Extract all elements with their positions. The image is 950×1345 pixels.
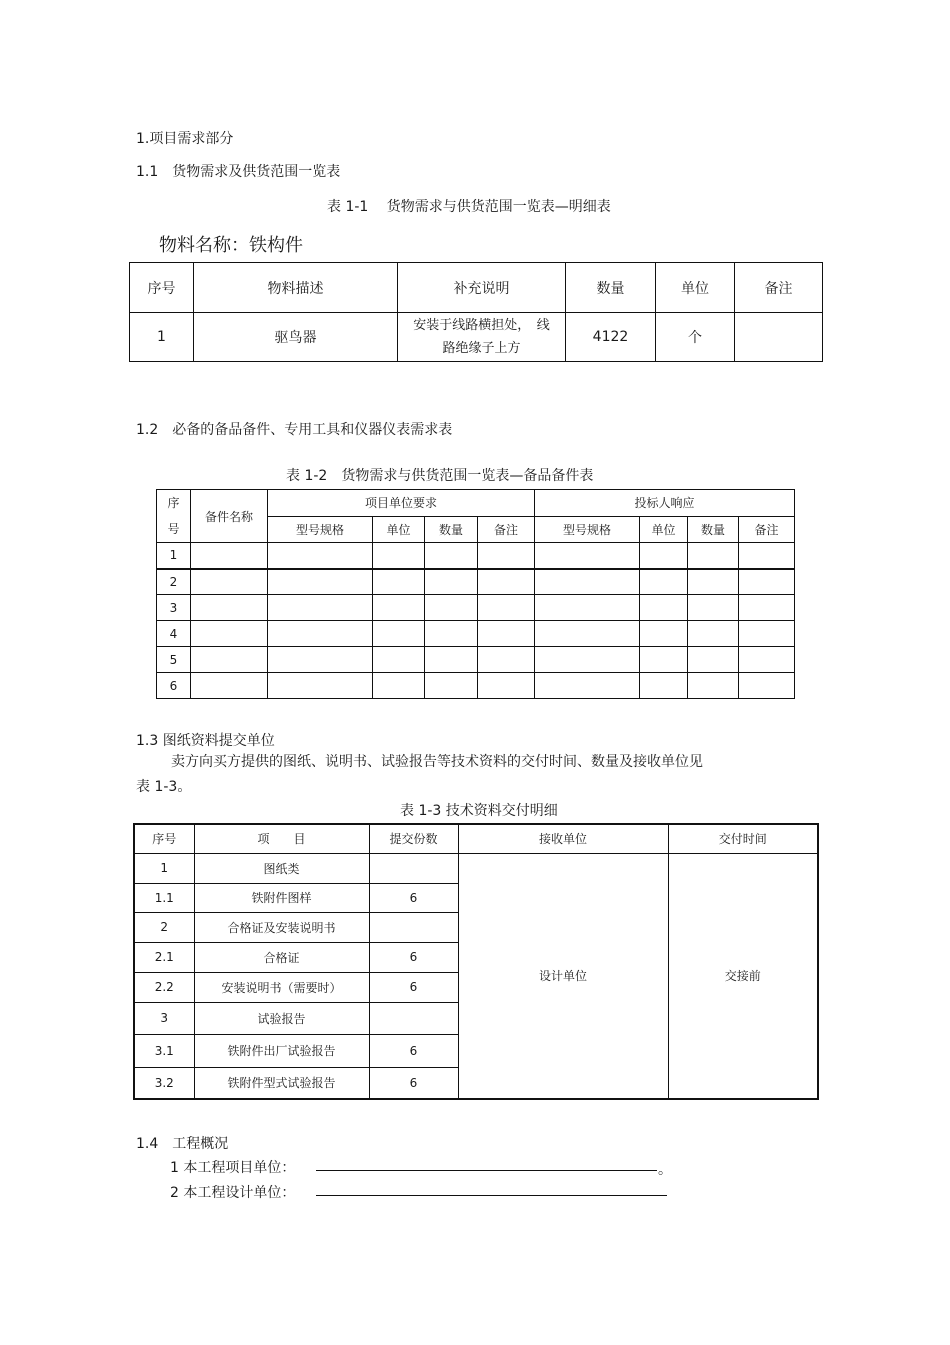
section-1-3-paragraph-line2: 表 1-3。 (136, 779, 192, 795)
header-model: 型号规格 (268, 516, 373, 543)
cell-item: 合格证及安装说明书 (194, 912, 369, 942)
cell-no: 1 (130, 313, 194, 362)
header-description: 物料描述 (194, 263, 398, 313)
cell-remark (735, 313, 823, 362)
header-remark: 备注 (739, 516, 795, 543)
header-no: 序号 (134, 824, 194, 853)
cell-no: 5 (157, 647, 191, 673)
cell-no: 3 (157, 595, 191, 621)
cell-copies: 6 (369, 883, 458, 912)
header-remark: 备注 (735, 263, 823, 313)
table-1-3 (133, 823, 819, 1100)
table-row (157, 647, 795, 673)
cell-copies: 6 (369, 1034, 458, 1067)
cell-copies (369, 1002, 458, 1034)
cell-item: 铁附件出厂试验报告 (194, 1034, 369, 1067)
header-part-name: 备件名称 (191, 490, 268, 543)
section-title: 1.项目需求部分 (136, 131, 234, 147)
table-1-2-caption: 表 1-2 货物需求与供货范围一览表—备品备件表 (286, 468, 594, 484)
cell-item: 铁附件图样 (194, 883, 369, 912)
header-item: 项 目 (194, 824, 369, 853)
cell-no: 6 (157, 673, 191, 699)
header-quantity: 数量 (688, 516, 739, 543)
table-1-3-caption: 表 1-3 技术资料交付明细 (400, 803, 558, 819)
cell-copies: 6 (369, 942, 458, 972)
cell-no: 1.1 (134, 883, 194, 912)
cell-no: 1 (157, 543, 191, 569)
section-1-2-heading: 1.2 必备的备品备件、专用工具和仪器仪表需求表 (136, 422, 453, 438)
header-unit: 单位 (656, 263, 735, 313)
header-no: 序号 (130, 263, 194, 313)
section-1-3-paragraph-line1: 卖方向买方提供的图纸、说明书、试验报告等技术资料的交付时间、数量及接收单位见 (171, 754, 703, 770)
cell-delivery-time: 交接前 (668, 853, 818, 1099)
cell-receiver: 设计单位 (458, 853, 668, 1099)
cell-description: 驱鸟器 (194, 313, 398, 362)
cell-copies (369, 912, 458, 942)
table-1-1-header-row (130, 263, 823, 313)
header-no (157, 490, 191, 543)
header-unit: 单位 (373, 516, 425, 543)
cell-no: 3.2 (134, 1067, 194, 1099)
cell-copies: 6 (369, 1067, 458, 1099)
table-1-1-caption: 表 1-1 货物需求与供货范围一览表—明细表 (327, 199, 611, 215)
design-unit-label: 2 本工程设计单位： (170, 1185, 296, 1201)
cell-note-line2: 路绝缘子上方 (442, 341, 521, 356)
table-row (157, 543, 795, 569)
cell-copies: 6 (369, 972, 458, 1002)
header-quantity: 数量 (425, 516, 478, 543)
cell-no: 4 (157, 621, 191, 647)
design-unit-blank (316, 1195, 667, 1196)
header-delivery-time: 交付时间 (668, 824, 818, 853)
cell-item: 合格证 (194, 942, 369, 972)
cell-copies (369, 853, 458, 883)
cell-no: 1 (134, 853, 194, 883)
cell-unit: 个 (656, 313, 735, 362)
header-copies: 提交份数 (369, 824, 458, 853)
project-unit-label: 1 本工程项目单位： (170, 1160, 296, 1176)
header-no-line1: 序 (167, 496, 180, 510)
cell-item: 试验报告 (194, 1002, 369, 1034)
table-1-3-header-row (134, 824, 818, 853)
cell-no: 2.2 (134, 972, 194, 1002)
header-note: 补充说明 (398, 263, 566, 313)
header-bidder-response: 投标人响应 (535, 490, 795, 517)
header-model: 型号规格 (535, 516, 640, 543)
section-1-3-heading: 1.3 图纸资料提交单位 (136, 733, 275, 749)
section-1-4-heading: 1.4 工程概况 (136, 1136, 229, 1152)
table-row (157, 569, 795, 595)
table-1-2 (156, 489, 795, 699)
table-row (134, 853, 818, 883)
header-unit: 单位 (640, 516, 688, 543)
cell-quantity: 4122 (566, 313, 656, 362)
table-row (157, 595, 795, 621)
cell-no: 2 (157, 569, 191, 595)
section-1-1-heading: 1.1 货物需求及供货范围一览表 (136, 164, 341, 180)
cell-item: 图纸类 (194, 853, 369, 883)
cell-item: 铁附件型式试验报告 (194, 1067, 369, 1099)
header-quantity: 数量 (566, 263, 656, 313)
header-remark: 备注 (478, 516, 535, 543)
project-unit-period: 。 (658, 1162, 672, 1178)
cell-no: 3 (134, 1002, 194, 1034)
cell-no: 2.1 (134, 942, 194, 972)
header-owner-requirements: 项目单位要求 (268, 490, 535, 517)
table-1-2-header-row (157, 490, 795, 517)
table-1-1 (129, 262, 823, 362)
cell-no: 3.1 (134, 1034, 194, 1067)
cell-item: 安装说明书（需要时） (194, 972, 369, 1002)
table-row (130, 313, 823, 362)
header-receiver: 接收单位 (458, 824, 668, 853)
cell-no: 2 (134, 912, 194, 942)
table-row (157, 673, 795, 699)
cell-note-line1: 安装于线路横担处， 线 (413, 318, 550, 333)
cell-note (398, 313, 566, 362)
material-name-label: 物料名称：铁构件 (159, 235, 303, 256)
header-no-line2: 号 (167, 522, 180, 536)
table-row (157, 621, 795, 647)
project-unit-blank (316, 1170, 657, 1171)
